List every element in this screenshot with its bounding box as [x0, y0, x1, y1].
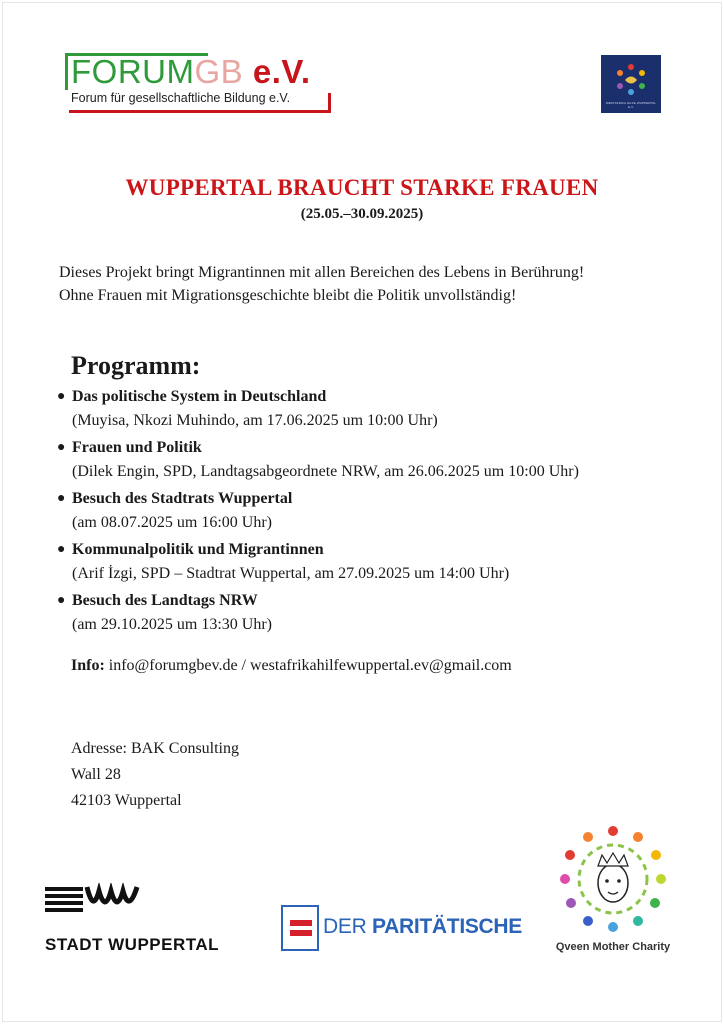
intro-line-2: Ohne Frauen mit Migrationsgeschichte bleibt die Politik unvollständig!: [59, 287, 517, 304]
bullet-icon: ●: [57, 542, 66, 557]
bullet-icon: ●: [57, 491, 66, 506]
qveen-mother-charity-logo: [548, 821, 678, 961]
wuppertal-label: STADT WUPPERTAL: [45, 935, 220, 954]
intro-line-1: Dieses Projekt bringt Migrantinnen mit allen Bereichen des Lebens in Berührung!: [59, 264, 585, 281]
paritaetische-label: [323, 915, 522, 939]
paritaetische-label-name: PARITÄTISCHE: [371, 915, 522, 938]
stadt-wuppertal-logo: [45, 883, 245, 953]
program-item-title: Frauen und Politik: [72, 439, 202, 456]
wuppertal-emblem-icon: [45, 883, 145, 919]
paritaetische-logo: [281, 905, 526, 953]
program-item: [57, 589, 697, 636]
program-item-title: Das politische System in Deutschland: [72, 388, 327, 405]
program-item: [57, 436, 697, 483]
info-label: Info:: [71, 657, 105, 674]
logo-tagline: Forum für gesellschaftliche Bildung e.V.: [71, 91, 291, 105]
bullet-icon: ●: [57, 593, 66, 608]
page-title: WUPPERTAL BRAUCHT STARKE FRAUEN: [125, 175, 599, 200]
contact-info: [71, 657, 512, 675]
info-emails: info@forumgbev.de / westafrikahilfewuppertal.ev@gmail.com: [104, 657, 512, 674]
logo-forum-text: FORUM: [71, 53, 195, 90]
people-circle-icon: [601, 55, 661, 105]
program-item-details: (am 29.10.2025 um 13:30 Uhr): [72, 615, 272, 633]
program-item-details: (Arif İzgi, SPD – Stadtrat Wuppertal, am 27.09.2025 um 14:00 Uhr): [72, 564, 510, 582]
address-block: [71, 736, 239, 814]
westafrika-hilfe-logo: [601, 55, 661, 113]
address-line-2: Wall 28: [71, 766, 121, 783]
program-item-details: (am 08.07.2025 um 16:00 Uhr): [72, 513, 272, 531]
intro-text: [59, 261, 679, 307]
qveen-mother-charity-label: Qveen Mother Charity: [555, 941, 671, 953]
forumgb-logo: [65, 53, 335, 115]
paritaetische-mark-icon: [281, 905, 319, 951]
program-item-details: (Dilek Engin, SPD, Landtagsabgeordnete NRW, am 26.06.2025 um 10:00 Uhr): [72, 462, 579, 480]
program-heading: Programm:: [71, 351, 201, 380]
logo-ev-text: e.V.: [243, 53, 311, 90]
program-item-title: Kommunalpolitik und Migrantinnen: [72, 541, 324, 558]
corner-logo-caption: WESTAFRIKA HILFE WUPPERTAL E.V.: [605, 101, 657, 109]
program-item: [57, 538, 697, 585]
logo-red-edge: [328, 93, 331, 113]
flyer-page: [2, 2, 722, 1022]
bullet-icon: ●: [57, 389, 66, 404]
program-item: [57, 487, 697, 534]
logo-wordmark: [71, 53, 311, 91]
address-line-3: 42103 Wuppertal: [71, 792, 182, 809]
program-list: [57, 385, 697, 640]
program-item-title: Besuch des Landtags NRW: [72, 592, 258, 609]
logo-red-underline: [69, 110, 331, 113]
bullet-icon: ●: [57, 440, 66, 455]
program-item-title: Besuch des Stadtrats Wuppertal: [72, 490, 293, 507]
paritaetische-label-der: DER: [323, 915, 372, 938]
logo-gb-text: GB: [194, 53, 244, 90]
address-line-1: Adresse: BAK Consulting: [71, 740, 239, 757]
people-ring-icon: [548, 821, 678, 939]
program-item: [57, 385, 697, 432]
project-dates: (25.05.–30.09.2025): [300, 206, 424, 222]
program-item-details: (Muyisa, Nkozi Muhindo, am 17.06.2025 um 10:00 Uhr): [72, 411, 438, 429]
